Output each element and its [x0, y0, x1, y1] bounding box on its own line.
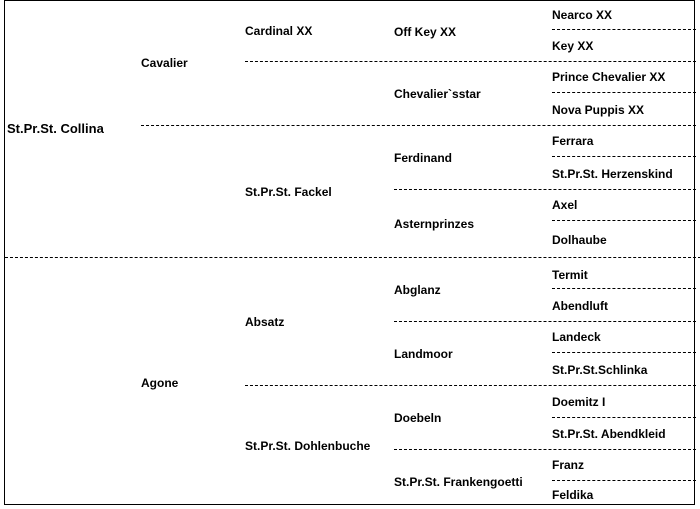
grandparent-name: St.Pr.St. Fackel — [245, 185, 332, 199]
great-grandparent-name: Ferdinand — [394, 151, 453, 165]
ggg-name: Dolhaube — [552, 232, 607, 247]
ggg-cell — [552, 62, 696, 93]
ggg-cell — [552, 93, 696, 126]
ggg-name: Termit — [552, 267, 588, 282]
ggg-name: St.Pr.St. Herzenskind — [552, 166, 673, 181]
grandparent-name: Absatz — [245, 315, 285, 329]
ggg-name: Doemitz I — [552, 394, 606, 409]
ggg-name: Landeck — [552, 330, 601, 344]
ggg-name: St.Pr.St.Schlinka — [552, 362, 648, 377]
pedigree-table — [4, 0, 695, 505]
ggg-name: Nearco XX — [552, 8, 613, 22]
ggg-name: Feldika — [552, 488, 594, 503]
ggg-cell — [552, 1, 696, 30]
ggg-cell — [552, 126, 696, 157]
ggg-name: St.Pr.St. Abendkleid — [552, 427, 666, 441]
great-grandparent-name: Off Key XX — [394, 24, 457, 39]
ggg-cell — [552, 481, 696, 505]
ggg-cell — [552, 418, 696, 450]
ggg-name: Prince Chevalier XX — [552, 70, 666, 84]
ggg-name: Key XX — [552, 39, 594, 53]
ggg-cell — [552, 30, 696, 62]
ggg-cell — [552, 386, 696, 418]
ggg-name: Abendluft — [552, 298, 608, 313]
ggg-cell — [552, 258, 696, 289]
grandparent-name: Cardinal XX — [245, 24, 313, 38]
ggg-cell — [552, 289, 696, 322]
great-grandparent-name: Chevalier`sstar — [394, 87, 481, 101]
great-grandparent-name: Doebeln — [394, 411, 442, 425]
ggg-name: Axel — [552, 198, 578, 212]
ggg-cell — [552, 157, 696, 190]
great-grandparent-name: Landmoor — [394, 347, 453, 361]
ggg-name: Ferrara — [552, 134, 594, 148]
parent-name: Agone — [141, 376, 179, 390]
grandparent-name: St.Pr.St. Dohlenbuche — [245, 439, 371, 453]
ggg-name: Franz — [552, 458, 585, 472]
ggg-cell — [552, 221, 696, 258]
great-grandparent-name: St.Pr.St. Frankengoetti — [394, 475, 523, 490]
ggg-cell — [552, 322, 696, 353]
ggg-name: Nova Puppis XX — [552, 102, 645, 117]
great-grandparent-name: Asternprinzes — [394, 217, 475, 231]
ggg-cell — [552, 190, 696, 221]
subject-name: St.Pr.St. Collina — [7, 121, 104, 136]
ggg-cell — [552, 353, 696, 386]
great-grandparent-name: Abglanz — [394, 283, 441, 297]
parent-name: Cavalier — [141, 56, 188, 70]
ggg-cell — [552, 450, 696, 481]
